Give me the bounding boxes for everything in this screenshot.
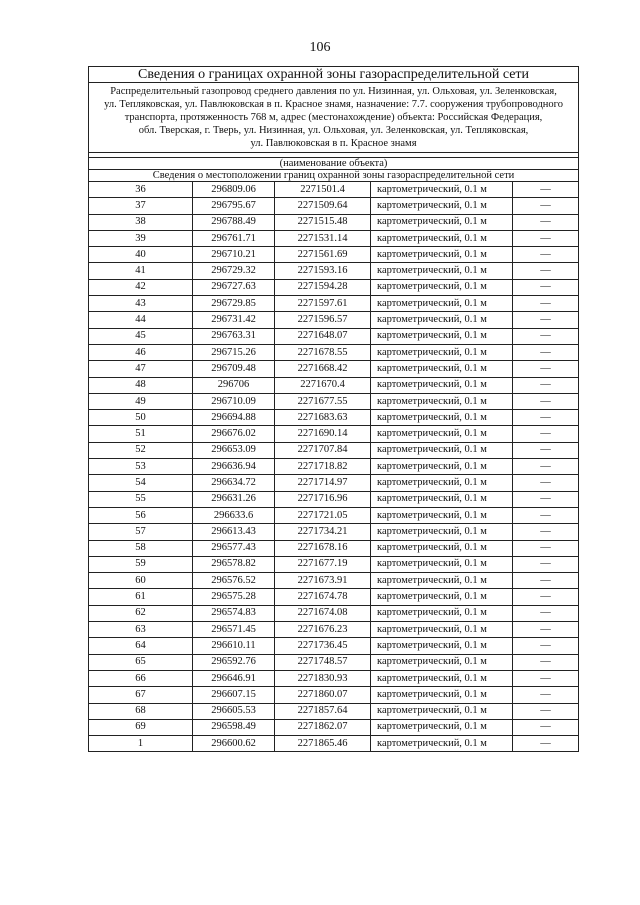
point-number: 61: [89, 589, 193, 605]
point-number: 53: [89, 459, 193, 475]
object-name-caption: (наименование объекта): [89, 158, 579, 170]
description-dash: —: [513, 507, 579, 523]
description-dash: —: [513, 377, 579, 393]
point-number: 60: [89, 573, 193, 589]
description-line: Распределительный газопровод среднего давления по ул. Низинная, ул. Ольховая, ул. Зеленковская,: [110, 86, 557, 97]
coordinate-y: 2271515.48: [275, 214, 371, 230]
table-row: [89, 312, 579, 328]
method-precision: картометрический, 0.1 м: [371, 703, 513, 719]
method-precision: картометрический, 0.1 м: [371, 377, 513, 393]
coordinate-x: 296694.88: [193, 410, 275, 426]
description-dash: —: [513, 279, 579, 295]
table-row: [89, 344, 579, 360]
point-number: 43: [89, 296, 193, 312]
coordinate-y: 2271718.82: [275, 459, 371, 475]
object-description: [89, 83, 579, 153]
method-precision: картометрический, 0.1 м: [371, 507, 513, 523]
point-number: 49: [89, 393, 193, 409]
coordinate-x: 296575.28: [193, 589, 275, 605]
method-precision: картометрический, 0.1 м: [371, 344, 513, 360]
coordinate-y: 2271736.45: [275, 638, 371, 654]
method-precision: картометрический, 0.1 м: [371, 459, 513, 475]
point-number: 47: [89, 361, 193, 377]
point-number: 37: [89, 198, 193, 214]
method-precision: картометрический, 0.1 м: [371, 214, 513, 230]
coordinate-x: 296706: [193, 377, 275, 393]
table-row: [89, 654, 579, 670]
coordinate-x: 296763.31: [193, 328, 275, 344]
table-row: [89, 410, 579, 426]
coordinate-y: 2271676.23: [275, 622, 371, 638]
description-dash: —: [513, 719, 579, 735]
coordinate-y: 2271670.4: [275, 377, 371, 393]
table-row: [89, 605, 579, 621]
coordinate-x: 296576.52: [193, 573, 275, 589]
table-row: [89, 491, 579, 507]
description-dash: —: [513, 622, 579, 638]
coordinate-y: 2271593.16: [275, 263, 371, 279]
coordinate-x: 296636.94: [193, 459, 275, 475]
coordinate-y: 2271648.07: [275, 328, 371, 344]
coordinate-x: 296653.09: [193, 442, 275, 458]
coordinate-x: 296727.63: [193, 279, 275, 295]
point-number: 64: [89, 638, 193, 654]
point-number: 38: [89, 214, 193, 230]
coordinate-x: 296795.67: [193, 198, 275, 214]
coordinate-y: 2271734.21: [275, 524, 371, 540]
method-precision: картометрический, 0.1 м: [371, 622, 513, 638]
description-dash: —: [513, 687, 579, 703]
point-number: 59: [89, 556, 193, 572]
coordinate-x: 296788.49: [193, 214, 275, 230]
table-row: [89, 426, 579, 442]
description-dash: —: [513, 459, 579, 475]
table-row: [89, 393, 579, 409]
description-dash: —: [513, 654, 579, 670]
coordinate-x: 296676.02: [193, 426, 275, 442]
table-row: [89, 247, 579, 263]
method-precision: картометрический, 0.1 м: [371, 361, 513, 377]
description-dash: —: [513, 296, 579, 312]
point-number: 58: [89, 540, 193, 556]
table-row: [89, 622, 579, 638]
coordinate-x: 296605.53: [193, 703, 275, 719]
method-precision: картометрический, 0.1 м: [371, 654, 513, 670]
table-row: [89, 540, 579, 556]
point-number: 54: [89, 475, 193, 491]
description-dash: —: [513, 198, 579, 214]
method-precision: картометрический, 0.1 м: [371, 540, 513, 556]
method-precision: картометрический, 0.1 м: [371, 312, 513, 328]
point-number: 40: [89, 247, 193, 263]
description-dash: —: [513, 589, 579, 605]
description-line: ул. Павлюковская в п. Красное знамя: [250, 138, 417, 149]
description-dash: —: [513, 328, 579, 344]
point-number: 68: [89, 703, 193, 719]
coordinate-y: 2271683.63: [275, 410, 371, 426]
description-dash: —: [513, 573, 579, 589]
method-precision: картометрический, 0.1 м: [371, 638, 513, 654]
table-row: [89, 703, 579, 719]
point-number: 63: [89, 622, 193, 638]
coordinate-x: 296577.43: [193, 540, 275, 556]
point-number: 52: [89, 442, 193, 458]
point-number: 1: [89, 736, 193, 752]
method-precision: картометрический, 0.1 м: [371, 263, 513, 279]
coordinate-y: 2271531.14: [275, 230, 371, 246]
point-number: 62: [89, 605, 193, 621]
description-dash: —: [513, 605, 579, 621]
point-number: 50: [89, 410, 193, 426]
coordinate-y: 2271716.96: [275, 491, 371, 507]
table-row: [89, 214, 579, 230]
coordinate-y: 2271862.07: [275, 719, 371, 735]
coordinate-y: 2271597.61: [275, 296, 371, 312]
coordinate-x: 296598.49: [193, 719, 275, 735]
description-dash: —: [513, 247, 579, 263]
method-precision: картометрический, 0.1 м: [371, 736, 513, 752]
description-dash: —: [513, 540, 579, 556]
description-dash: —: [513, 230, 579, 246]
method-precision: картометрический, 0.1 м: [371, 589, 513, 605]
description-dash: —: [513, 410, 579, 426]
table-row: [89, 638, 579, 654]
method-precision: картометрический, 0.1 м: [371, 687, 513, 703]
table-row: [89, 328, 579, 344]
coordinate-x: 296731.42: [193, 312, 275, 328]
location-header: Сведения о местоположении границ охранной зоны газораспределительной сети: [89, 170, 579, 182]
coordinate-x: 296646.91: [193, 670, 275, 686]
coordinate-x: 296710.21: [193, 247, 275, 263]
coordinate-x: 296809.06: [193, 182, 275, 198]
table-row: [89, 589, 579, 605]
point-number: 67: [89, 687, 193, 703]
coordinate-x: 296592.76: [193, 654, 275, 670]
coordinate-x: 296715.26: [193, 344, 275, 360]
coordinate-y: 2271561.69: [275, 247, 371, 263]
description-dash: —: [513, 670, 579, 686]
point-number: 45: [89, 328, 193, 344]
page-number: 106: [309, 40, 331, 55]
table-row: [89, 182, 579, 198]
table-row: [89, 263, 579, 279]
method-precision: картометрический, 0.1 м: [371, 573, 513, 589]
point-number: 66: [89, 670, 193, 686]
method-precision: картометрический, 0.1 м: [371, 247, 513, 263]
description-dash: —: [513, 393, 579, 409]
description-line: обл. Тверская, г. Тверь, ул. Низинная, ул. Ольховая, ул. Зеленковская, ул. Тепляковская,: [138, 125, 529, 136]
coordinate-x: 296729.85: [193, 296, 275, 312]
coordinate-x: 296600.62: [193, 736, 275, 752]
coordinate-y: 2271678.16: [275, 540, 371, 556]
table-row: [89, 475, 579, 491]
coordinate-y: 2271860.07: [275, 687, 371, 703]
coordinate-x: 296633.6: [193, 507, 275, 523]
point-number: 55: [89, 491, 193, 507]
coordinate-x: 296613.43: [193, 524, 275, 540]
description-dash: —: [513, 556, 579, 572]
coordinate-y: 2271674.78: [275, 589, 371, 605]
description-dash: —: [513, 312, 579, 328]
method-precision: картометрический, 0.1 м: [371, 719, 513, 735]
coordinate-y: 2271707.84: [275, 442, 371, 458]
method-precision: картометрический, 0.1 м: [371, 605, 513, 621]
description-dash: —: [513, 703, 579, 719]
description-dash: —: [513, 442, 579, 458]
description-dash: —: [513, 182, 579, 198]
description-dash: —: [513, 736, 579, 752]
table-title: Сведения о границах охранной зоны газораспределительной сети: [89, 67, 579, 83]
coordinate-x: 296729.32: [193, 263, 275, 279]
table-row: [89, 573, 579, 589]
coordinate-y: 2271830.93: [275, 670, 371, 686]
coordinate-x: 296710.09: [193, 393, 275, 409]
table-row: [89, 279, 579, 295]
coordinate-y: 2271748.57: [275, 654, 371, 670]
method-precision: картометрический, 0.1 м: [371, 182, 513, 198]
table-row: [89, 296, 579, 312]
description-dash: —: [513, 426, 579, 442]
table-row: [89, 459, 579, 475]
point-number: 48: [89, 377, 193, 393]
description-dash: —: [513, 638, 579, 654]
point-number: 39: [89, 230, 193, 246]
table-row: [89, 377, 579, 393]
coordinate-y: 2271674.08: [275, 605, 371, 621]
coordinate-x: 296610.11: [193, 638, 275, 654]
method-precision: картометрический, 0.1 м: [371, 475, 513, 491]
coordinate-y: 2271509.64: [275, 198, 371, 214]
description-dash: —: [513, 475, 579, 491]
method-precision: картометрический, 0.1 м: [371, 442, 513, 458]
coordinate-x: 296574.83: [193, 605, 275, 621]
point-number: 36: [89, 182, 193, 198]
table-row: [89, 507, 579, 523]
coordinate-x: 296578.82: [193, 556, 275, 572]
table-row: [89, 719, 579, 735]
boundary-table: [88, 66, 579, 752]
coordinate-y: 2271714.97: [275, 475, 371, 491]
description-dash: —: [513, 361, 579, 377]
point-number: 42: [89, 279, 193, 295]
coordinate-x: 296634.72: [193, 475, 275, 491]
coordinate-y: 2271677.19: [275, 556, 371, 572]
table-row: [89, 198, 579, 214]
coordinate-x: 296607.15: [193, 687, 275, 703]
table-row: [89, 556, 579, 572]
description-dash: —: [513, 263, 579, 279]
table-row: [89, 442, 579, 458]
point-number: 69: [89, 719, 193, 735]
method-precision: картометрический, 0.1 м: [371, 670, 513, 686]
method-precision: картометрический, 0.1 м: [371, 410, 513, 426]
table-row: [89, 670, 579, 686]
point-number: 41: [89, 263, 193, 279]
point-number: 46: [89, 344, 193, 360]
coordinate-y: 2271677.55: [275, 393, 371, 409]
coordinate-x: 296631.26: [193, 491, 275, 507]
coordinate-y: 2271501.4: [275, 182, 371, 198]
coordinate-y: 2271668.42: [275, 361, 371, 377]
coordinate-y: 2271596.57: [275, 312, 371, 328]
point-number: 65: [89, 654, 193, 670]
description-dash: —: [513, 491, 579, 507]
method-precision: картометрический, 0.1 м: [371, 393, 513, 409]
method-precision: картометрический, 0.1 м: [371, 230, 513, 246]
description-dash: —: [513, 344, 579, 360]
coordinate-y: 2271865.46: [275, 736, 371, 752]
table-row: [89, 230, 579, 246]
method-precision: картометрический, 0.1 м: [371, 556, 513, 572]
table-row: [89, 524, 579, 540]
coordinate-x: 296761.71: [193, 230, 275, 246]
description-line: транспорта, протяженность 768 м, адрес (местонахождение) объекта: Российская Федерация,: [124, 112, 543, 123]
table-row: [89, 361, 579, 377]
point-number: 57: [89, 524, 193, 540]
coordinate-y: 2271690.14: [275, 426, 371, 442]
point-number: 51: [89, 426, 193, 442]
table-row: [89, 736, 579, 752]
description-dash: —: [513, 524, 579, 540]
coordinate-y: 2271721.05: [275, 507, 371, 523]
coordinate-y: 2271673.91: [275, 573, 371, 589]
coordinate-y: 2271857.64: [275, 703, 371, 719]
description-dash: —: [513, 214, 579, 230]
method-precision: картометрический, 0.1 м: [371, 426, 513, 442]
method-precision: картометрический, 0.1 м: [371, 328, 513, 344]
coordinate-y: 2271594.28: [275, 279, 371, 295]
description-line: ул. Тепляковская, ул. Павлюковская в п. Красное знамя, назначение: 7.7. сооружения трубопроводного: [104, 99, 563, 110]
coordinate-y: 2271678.55: [275, 344, 371, 360]
method-precision: картометрический, 0.1 м: [371, 279, 513, 295]
point-number: 44: [89, 312, 193, 328]
coordinate-x: 296571.45: [193, 622, 275, 638]
table-row: [89, 687, 579, 703]
method-precision: картометрический, 0.1 м: [371, 491, 513, 507]
point-number: 56: [89, 507, 193, 523]
method-precision: картометрический, 0.1 м: [371, 524, 513, 540]
method-precision: картометрический, 0.1 м: [371, 296, 513, 312]
method-precision: картометрический, 0.1 м: [371, 198, 513, 214]
coordinate-x: 296709.48: [193, 361, 275, 377]
